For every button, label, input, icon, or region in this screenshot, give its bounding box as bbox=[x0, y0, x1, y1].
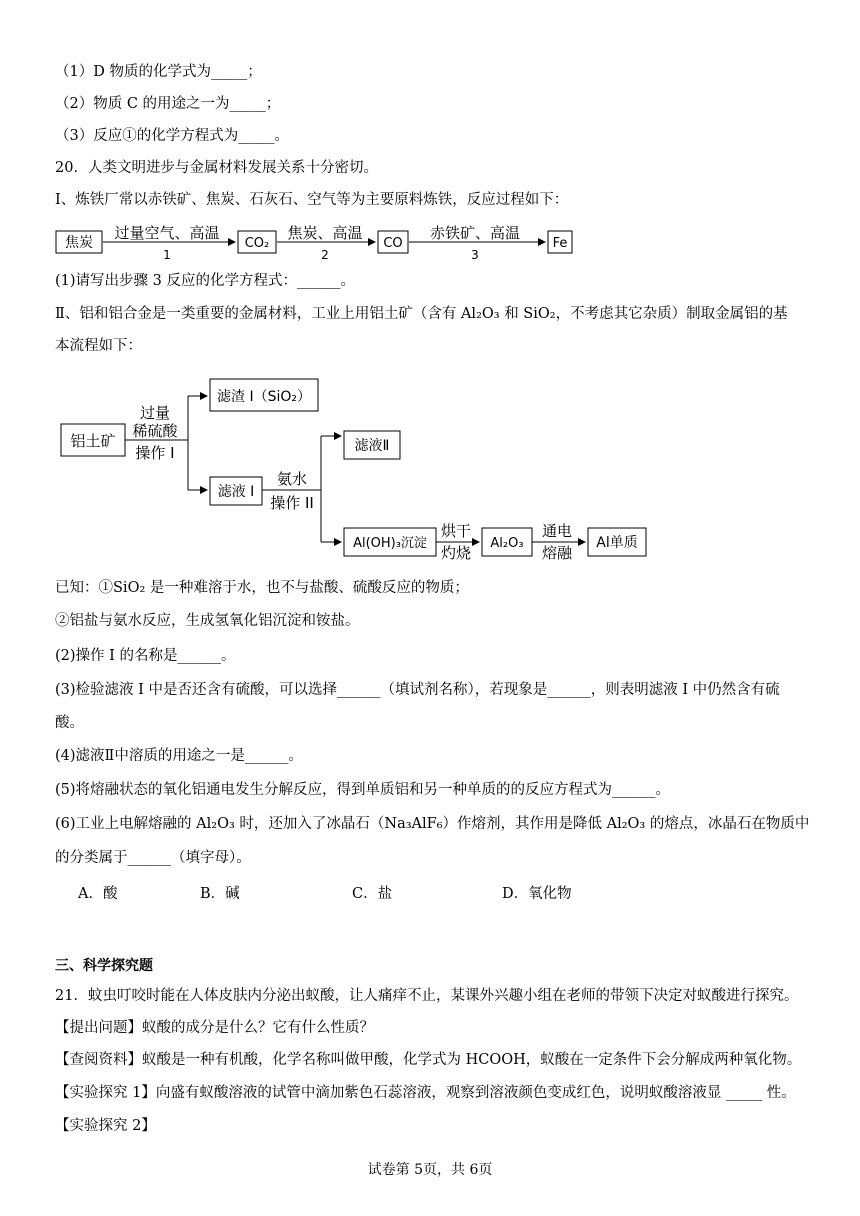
q20-known-1: 已知：①SiO₂ 是一种难溶于水，也不与盐酸、硫酸反应的物质； bbox=[55, 580, 469, 596]
op1-label-a: 过量 bbox=[139, 404, 171, 422]
section-3-heading: 三、科学探究题 bbox=[55, 958, 153, 974]
op1-label-b: 稀硫酸 bbox=[132, 422, 178, 440]
op3-label-b: 灼烧 bbox=[440, 544, 472, 562]
box-co2-label: CO₂ bbox=[244, 236, 270, 251]
arrow-3-step: 3 bbox=[471, 248, 479, 262]
box-residue-label: 滤渣 I（SiO₂） bbox=[217, 389, 311, 405]
q20-s3b: 酸。 bbox=[55, 715, 84, 731]
q20-s4: (4)滤液Ⅱ中溶质的用途之一是______。 bbox=[55, 748, 303, 764]
box-alumina-label: Al₂O₃ bbox=[490, 536, 524, 551]
iron-smelting-flow-diagram bbox=[55, 218, 585, 264]
box-fe-label: Fe bbox=[552, 236, 568, 251]
q20-title: 20．人类文明进步与金属材料发展关系十分密切。 bbox=[55, 160, 378, 176]
box-co-label: CO bbox=[383, 236, 403, 251]
q21-line-1: 21．蚊虫叮咬时能在人体皮肤内分泌出蚁酸，让人痛痒不止，某课外兴趣小组在老师的带领下决定对蚁酸进行探究。 bbox=[55, 988, 799, 1004]
q20-s5: (5)将熔融状态的氧化铝通电发生分解反应，得到单质铝和另一种单质的的反应方程式为______。 bbox=[55, 782, 671, 798]
q-prev-line-3: （3）反应①的化学方程式为_____。 bbox=[55, 128, 289, 144]
q-prev-line-2: （2）物质 C 的用途之一为_____； bbox=[55, 96, 281, 112]
q20-s3a: (3)检验滤液 I 中是否还含有硫酸，可以选择______（填试剂名称），若现象是______，则表明滤液 I 中仍然含有硫 bbox=[55, 682, 780, 698]
q21-line-2: 【提出问题】蚁酸的成分是什么？它有什么性质？ bbox=[55, 1020, 374, 1036]
q20-s1: (1)请写出步骤 3 反应的化学方程式：______。 bbox=[55, 273, 355, 289]
aluminum-process-flow-diagram bbox=[55, 372, 675, 570]
box-coke-label: 焦炭 bbox=[65, 235, 93, 251]
box-filtrate2-label: 滤液Ⅱ bbox=[354, 438, 390, 454]
q21-line-4: 【实验探究 1】向盛有蚁酸溶液的试管中滴加紫色石蕊溶液，观察到溶液颜色变成红色，说明蚁酸溶液显 _____ 性。 bbox=[55, 1085, 796, 1101]
op1-label-c: 操作 I bbox=[135, 444, 175, 462]
arrow-3-condition: 赤铁矿、高温 bbox=[429, 224, 521, 242]
arrow-1-step: 1 bbox=[163, 248, 171, 262]
op2-label-a: 氨水 bbox=[276, 470, 308, 488]
q20-s6a: (6)工业上电解熔融的 Al₂O₃ 时，还加入了冰晶石（Na₃AlF₆）作熔剂，其作用是降低 Al₂O₃ 的熔点，冰晶石在物质中 bbox=[55, 816, 810, 832]
op4-label-b: 熔融 bbox=[541, 544, 573, 562]
option-b: B．碱 bbox=[200, 886, 240, 902]
q20-s6b: 的分类属于______（填字母）。 bbox=[55, 850, 251, 866]
q20-s2: (2)操作 I 的名称是______。 bbox=[55, 648, 236, 664]
q20-part2-intro-a: Ⅱ、铝和铝合金是一类重要的金属材料，工业上用铝土矿（含有 Al₂O₃ 和 SiO₂，不考虑其它杂质）制取金属铝的基 bbox=[55, 306, 788, 322]
box-bauxite-label: 铝土矿 bbox=[70, 432, 116, 450]
q20-part2-intro-b: 本流程如下： bbox=[55, 338, 142, 354]
arrow-1-condition: 过量空气、高温 bbox=[114, 224, 220, 242]
option-a: A．酸 bbox=[78, 886, 118, 902]
op3-label-a: 烘干 bbox=[440, 522, 472, 540]
option-c: C．盐 bbox=[352, 886, 393, 902]
q20-part1-intro: I、炼铁厂常以赤铁矿、焦炭、石灰石、空气等为主要原料炼铁，反应过程如下： bbox=[55, 192, 569, 208]
arrow-2-step: 2 bbox=[321, 248, 329, 262]
q20-known-2: ②铝盐与氨水反应，生成氢氧化铝沉淀和铵盐。 bbox=[55, 613, 360, 629]
box-filtrate1-label: 滤液 I bbox=[217, 484, 255, 500]
op4-label-a: 通电 bbox=[541, 522, 573, 540]
q21-line-3: 【查阅资料】蚁酸是一种有机酸，化学名称叫做甲酸，化学式为 HCOOH，蚁酸在一定条件下会分解成两种氧化物。 bbox=[55, 1052, 802, 1068]
q-prev-line-1: （1）D 物质的化学式为_____； bbox=[55, 64, 262, 80]
op2-label-b: 操作 II bbox=[270, 494, 314, 512]
q21-line-5: 【实验探究 2】 bbox=[55, 1118, 156, 1134]
option-d: D．氧化物 bbox=[502, 886, 572, 902]
box-aluminum-label: Al单质 bbox=[596, 535, 638, 551]
page-footer: 试卷第 5页，共 6页 bbox=[367, 1162, 493, 1178]
arrow-2-condition: 焦炭、高温 bbox=[287, 224, 363, 242]
box-precipitate-label: Al(OH)₃沉淀 bbox=[353, 536, 427, 551]
